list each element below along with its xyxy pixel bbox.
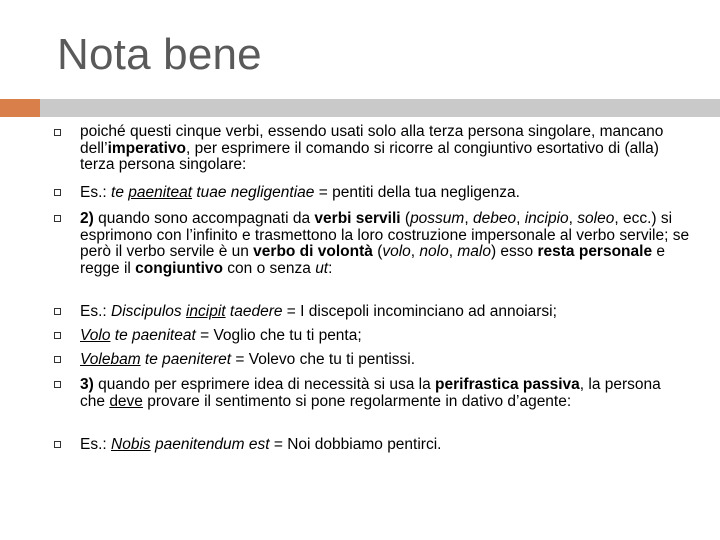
- text-run: = Noi dobbiamo pentirci.: [269, 436, 442, 453]
- list-item: [80, 328, 690, 345]
- slide-title: Nota bene: [57, 30, 262, 79]
- text-run: , per esprimere il comando si ricorre al congiuntivo esortativo di (alla) terza persona singolare:: [80, 139, 659, 173]
- text-run: e regge il: [80, 243, 666, 277]
- text-run: , ecc.) si esprimono con l’infinito e trasmettono la loro costruzione impersonale al verbo servile; se però il verbo servile è un: [80, 210, 690, 260]
- text-run: (: [400, 210, 411, 227]
- text-run: volo: [382, 243, 411, 260]
- text-run: debeo: [472, 210, 517, 227]
- text-run: :: [328, 259, 333, 277]
- text-run: verbi servili: [314, 210, 401, 227]
- text-run: possum: [410, 210, 465, 227]
- text-run: tuae negligentiae: [192, 184, 315, 201]
- text-run: te paeniteat: [110, 327, 196, 344]
- bullet-square-icon: [54, 381, 61, 388]
- text-run: Discipulos: [111, 303, 186, 320]
- text-run: 3): [80, 376, 94, 393]
- text-run: malo: [457, 243, 491, 260]
- text-run: Volebam: [80, 351, 141, 368]
- text-run: = Voglio che tu ti penta;: [195, 327, 362, 344]
- list-item: [80, 352, 690, 369]
- bullet-square-icon: [54, 332, 61, 339]
- text-run: Es.:: [80, 303, 112, 320]
- list-item: [80, 185, 690, 202]
- text-run: verbo di volontà: [253, 243, 373, 260]
- text-run: ,: [516, 210, 525, 227]
- text-run: congiuntivo: [135, 259, 223, 277]
- text-run: perifrastica passiva: [435, 376, 580, 393]
- text-run: ut: [315, 259, 329, 277]
- list-item: [80, 377, 690, 410]
- list-item: [80, 437, 690, 454]
- text-run: provare il sentimento si pone regolarmente in dativo d’agente:: [142, 392, 572, 410]
- text-run: soleo: [577, 210, 615, 227]
- text-run: imperativo: [107, 139, 186, 157]
- bullet-square-icon: [54, 215, 61, 222]
- text-run: incipio: [524, 210, 569, 227]
- text-run: (: [372, 243, 383, 260]
- text-run: te paeniteret: [140, 351, 232, 368]
- text-run: nolo: [419, 243, 449, 260]
- bullet-square-icon: [54, 129, 61, 136]
- list-item: [80, 304, 690, 321]
- text-run: poiché questi cinque verbi, essendo usati solo alla terza persona singolare, mancano dell’: [80, 123, 664, 157]
- text-run: = Volevo che tu ti pentissi.: [231, 351, 416, 368]
- bullet-square-icon: [54, 308, 61, 315]
- bullet-square-icon: [54, 441, 61, 448]
- text-run: , la persona che: [80, 376, 661, 410]
- list-item: [80, 211, 690, 277]
- text-run: taedere: [225, 303, 283, 320]
- bullet-square-icon: [54, 189, 61, 196]
- text-run: paeniteat: [128, 184, 193, 201]
- bullet-square-icon: [54, 356, 61, 363]
- text-run: ,: [568, 210, 578, 227]
- text-run: incipit: [185, 303, 226, 320]
- text-run: Nobis: [111, 436, 151, 453]
- text-run: Es.:: [80, 436, 112, 453]
- text-run: ,: [448, 243, 458, 260]
- text-run: te: [111, 184, 129, 201]
- text-run: ,: [464, 210, 473, 227]
- list-item: [80, 124, 690, 174]
- text-run: ,: [410, 243, 420, 260]
- text-run: resta personale: [537, 243, 653, 260]
- text-run: 2): [80, 210, 94, 227]
- text-run: Volo: [80, 327, 111, 344]
- text-run: deve: [109, 392, 143, 410]
- text-run: quando per esprimere idea di necessità si usa la: [93, 376, 435, 393]
- text-run: paenitendum est: [150, 436, 270, 453]
- text-run: Es.:: [80, 184, 112, 201]
- text-run: quando sono accompagnati da: [93, 210, 315, 227]
- text-run: = pentiti della tua negligenza.: [314, 184, 520, 201]
- text-run: con o senza: [222, 259, 316, 277]
- text-run: = I discepoli incominciano ad annoiarsi;: [282, 303, 557, 320]
- text-run: ) esso: [490, 243, 538, 260]
